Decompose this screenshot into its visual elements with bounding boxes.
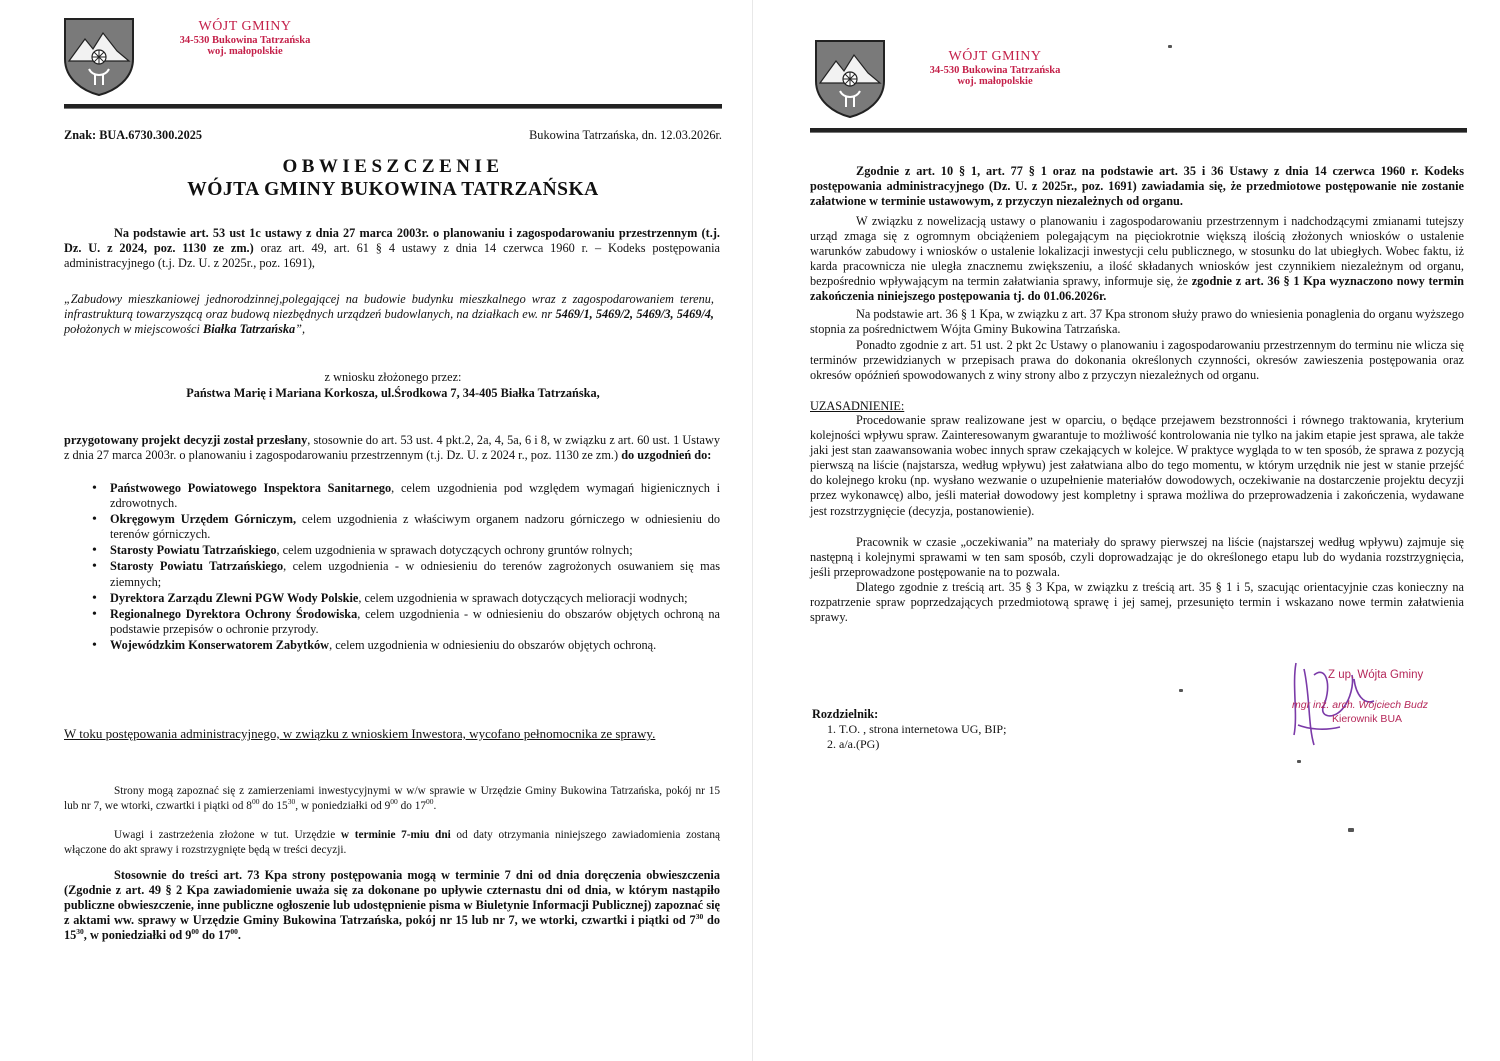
header-rule [810, 128, 1467, 133]
authority-name: Okręgowym Urzędem Górniczym, [110, 512, 297, 527]
inspection-paragraph [64, 784, 720, 814]
scan-speck [1297, 760, 1301, 763]
remarks-paragraph [64, 828, 720, 858]
place-date: Bukowina Tatrzańska, dn. 12.03.2026r. [529, 128, 722, 142]
p3-b: do 15 [64, 913, 721, 943]
authority-purpose: , celem uzgodnienia - w odniesieniu do obszarów objętych ochroną na podstawie przepisów o ochronie przyrody. [110, 606, 720, 636]
intro-legal-basis: Na podstawie art. 53 ust 1c ustawy z dnia 27 marca 2003r. o planowaniu i zagospodarowaniu przestrzennym (t.j. Dz. U. z 2024, poz. 1130 ze zm.) [64, 226, 720, 256]
p1-e: . [433, 800, 437, 813]
authority-name: Państwowego Powiatowego Inspektora Sanitarnego [110, 481, 392, 495]
stamp-line-2: 34-530 Bukowina Tatrzańska [179, 34, 311, 46]
p3-sup: 30 [76, 927, 84, 937]
subject-quote [64, 292, 714, 337]
project-rest: , stosownie do art. 53 ust. 4 pkt.2, 2a, 4, 5a, 6 i 8, w związku z art. 60 ust. 1 Ustawy z dnia 27 marca 2003r. o planowaniu i zagospodarowaniu przestrzennym (t.j. Dz. U. z 2024 r., poz. 1130 ze zm.) [64, 433, 720, 463]
justification-para-1: Procedowanie spraw realizowane jest w oparciu, o będące przejawem bezstronności i równego traktowania, kryterium kolejności wpływu spraw. Zainteresowanym gwarantuje to możliwość kontrolowania nie tylko na jakim etapie jest sprawa, ale także jaki jest stan zaawansowania wobec innych spraw czekających w kolejce. W praktyce wygląda to w ten sposób, że sprawa z pozycją pierwszą na liście (najstarsza, według wpływu) jest załatwiana albo do tego momentu, w którym urzędnik nie jest w stanie przejść do kolejnego kroku (np. wysłano wezwanie o uzupełnienie materiałów dowodowych, oczekiwanie na dostarczenie projektu decyzji przez wykonawcę) albo, jeśli materiał dowodowy jest kompletny i sprawa możliwa do przeprowadzenia i zakończenia, wydawane jest rozstrzygnięcie (decyzja, postanowienie). [810, 413, 1464, 518]
applicant-intro: z wniosku złożonego przez: [324, 370, 462, 384]
p3-d: do 17 [198, 928, 231, 943]
authority-purpose: , celem uzgodnienia w sprawach dotyczących melioracji wodnych; [358, 590, 688, 605]
signature-line-2: mgr inż. arch. Wojciech Budz [1292, 699, 1428, 711]
list-item [90, 591, 720, 606]
exclusion-paragraph: Ponadto zgodnie z art. 51 ust. 2 pkt 2c Ustawy o planowaniu i zagospodarowaniu przestrzennym do terminu nie wlicza się terminów przewidzianych w przepisach prawa do dokonania określonych czynności, okresów zawieszenia postępowania oraz okresów opóźnień spowodowanych z winy strony albo z przyczyn niezależnych od organu. [810, 338, 1464, 383]
p1-c: , w poniedziałki od 9 [295, 800, 391, 813]
withdrawn-note: W toku postępowania administracyjnego, w związku z wnioskiem Inwestora, wycofano pełnomocnika ze sprawy. [64, 726, 656, 741]
authority-name: Starosty Powiatu Tatrzańskiego [110, 559, 284, 574]
authority-purpose: , celem uzgodnienia - w odniesieniu do terenów zagrożonych osuwaniem się mas ziemnych; [110, 559, 720, 589]
p2-b: od daty otrzymania niniejszego zawiadomienia zostaną włączone do akt sprawy i rozstrzygnięte będą w treści decyzji. [64, 829, 720, 857]
list-item: 1. T.O. , strona internetowa UG, BIP; [839, 722, 1139, 737]
intro-rest: oraz art. 49, art. 61 § 4 ustawy z dnia 14 czerwca 1960 r. – Kodeks postępowania administracyjnego (t.j. Dz. U. z 2025r., poz. 1691), [64, 241, 721, 271]
p2-deadline: w terminie 7-miu dni [340, 829, 451, 841]
authorities-list [90, 481, 720, 654]
header-stamp [920, 50, 1070, 87]
distribution-list [819, 722, 1139, 752]
p1-sup: 00 [390, 797, 398, 807]
quote-part-b: położonych w miejscowości [64, 322, 204, 337]
authority-name: Dyrektora Zarządu Zlewni PGW Wody Polskie [110, 590, 359, 605]
scan-speck [1179, 689, 1183, 692]
p1-d: do 17 [397, 800, 427, 813]
stamp-line-1: WÓJT GMINY [198, 19, 292, 34]
scan-speck [1348, 828, 1354, 832]
list-item [90, 543, 720, 558]
doc-subtitle: WÓJTA GMINY BUKOWINA TATRZAŃSKA [187, 179, 599, 200]
authority-purpose: celem uzgodnienia z właściwym organem nadzoru górniczego w odniesieniu do terenów górniczych. [110, 512, 721, 542]
distribution-heading: Rozdzielnik: [812, 707, 879, 721]
p1-a: Strony mogą zapoznać się z zamierzeniami inwestycyjnymi w w/w sprawie w Urzędzie Gminy Bukowina Tatrzańska, pokój nr 15 lub nr 7, we wtorki, czwartki i piątki od 8 [64, 785, 720, 813]
list-item [90, 481, 720, 511]
p3-e: . [237, 928, 241, 943]
signature-stamp [1284, 655, 1464, 765]
list-item [90, 607, 720, 637]
intro-paragraph [64, 226, 720, 271]
project-bold: przygotowany projekt decyzji został przesłany [64, 433, 308, 447]
signature-line-3: Kierownik BUA [1332, 713, 1403, 725]
coat-of-arms-icon [814, 38, 886, 120]
amendment-paragraph [810, 214, 1464, 305]
authority-name: Regionalnego Dyrektora Ochrony Środowiska [110, 606, 358, 621]
authority-name: Wojewódzkim Konserwatorem Zabytków [110, 637, 330, 652]
list-item [90, 638, 720, 653]
list-item [90, 512, 720, 542]
right-page [752, 0, 1500, 1061]
project-end: do uzgodnień do: [621, 448, 712, 463]
znak-value: BUA.6730.300.2025 [99, 128, 203, 142]
p3-c: , w poniedziałki od 9 [83, 928, 192, 943]
stamp-line-1: WÓJT GMINY [948, 49, 1042, 64]
p1-b: do 15 [259, 800, 288, 813]
quote-end: ”, [295, 322, 306, 337]
header-stamp [170, 20, 320, 57]
signature-line-1: Z up. Wójta Gminy [1328, 669, 1424, 681]
quote-parcels: 5469/1, 5469/2, 5469/3, 5469/4, [555, 307, 715, 322]
list-item: 2. a/a.(PG) [839, 737, 1139, 752]
justification-para-2: Pracownik w czasie „oczekiwania” na materiały do sprawy pierwszej na liście (najstarszej według wpływu) zajmuje się następną i kolejnymi sprawami w ten sam sposób, czyli doprowadzając je do określonego etapu lub do wydania rozstrzygnięcia, jeśli przeprowadzone postępowanie na to pozwala. [810, 535, 1464, 580]
list-item [90, 559, 720, 589]
p3-a: Stosownie do treści art. 73 Kpa strony postępowania mogą w terminie 7 dni od dnia doręczenia obwieszczenia (Zgodnie z art. 49 § 2 Kpa zawiadomienie uważa się za dokonane po upływie czternastu dni od dnia, w którym nastąpiło publiczne obwieszczenie, inne publiczne ogłoszenie lub udostępnienie pisma w Biuletynie Informacji Publicznej) zapoznać się z aktami ww. sprawy w Urzędzie Gminy Bukowina Tatrzańska, pokój nr 15 lub nr 7, we wtorki, czwartki i piątki od 7 [64, 868, 720, 928]
authority-purpose: , celem uzgodnienia w sprawach dotyczących ochrony gruntów rolnych; [276, 543, 633, 558]
stamp-line-2: 34-530 Bukowina Tatrzańska [929, 64, 1061, 76]
reminder-paragraph: Na podstawie art. 36 § 1 Kpa, w związku z art. 37 Kpa stronom służy prawo do wniesienia ponaglenia do organu wyższego stopnia za pośrednictwem Wójta Gminy Bukowina Tatrzańska. [810, 307, 1464, 337]
authority-purpose: , celem uzgodnienia pod względem wymagań higienicznych i zdrowotnych. [110, 481, 720, 511]
stamp-line-3: woj. małopolskie [957, 75, 1033, 87]
delay-notice: Zgodnie z art. 10 § 1, art. 77 § 1 oraz na podstawie art. 35 i 36 Ustawy z dnia 14 czerwca 1960 r. Kodeks postępowania administracyjnego (Dz. U. z 2025r., poz. 1691) zawiadamia się, że przedmiotowe postępowanie nie zostanie załatwione w terminie ustawowym, z przyczyn niezależnych od organu. [810, 164, 1464, 209]
znak-label: Znak: [64, 128, 97, 142]
p2-text: W związku z nowelizacją ustawy o planowaniu i zagospodarowaniu przestrzennym i nadchodzącymi zmianami tutejszy urząd zmaga się z ogromnym obciążeniem polegającym na pięciokrotnie większą ilością złożonych wniosków o ustalenie warunków zabudowy i wniosków o ustalenie lokalizacji inwestycji celu publicznego, w stosunku do lat ubiegłych. Wobec faktu, iż karda pracownicza nie uległa znacznemu zwiększeniu, a ilość składanych wniosków jest czynnikiem niezależnym od organu, bezpośrednio wpływającym na termin załatwiania sprawy, informuje się, że [810, 214, 1464, 289]
justification-para-3: Dlatego zgodnie z treścią art. 35 § 3 Kpa, w związku z treścią art. 35 § 1 i 5, szacując orientacyjnie czas konieczny na rozpatrzenie spraw poprzedzających przedmiotową sprawę i jej samej, przesunięto termin i wskazano nowe termin załatwienia sprawy. [810, 580, 1464, 625]
project-paragraph [64, 433, 720, 463]
case-reference [64, 128, 364, 143]
quote-part-a: „Zabudowy mieszkaniowej jednorodzinnej,polegającej na budowie budynku mieszkalnego wraz z zagospodarowaniem terenu, infrastrukturą towarzyszącą oraz budową niezbędnych urządzeń budowlanych, na działkach ew. nr [64, 292, 714, 322]
quote-place: Białka Tatrzańska [203, 322, 296, 337]
justification-heading: UZASADNIENIE: [810, 399, 905, 413]
authority-purpose: , celem uzgodnienia w odniesieniu do obszarów objętych ochroną. [329, 637, 657, 652]
doc-title: OBWIESZCZENIE [282, 156, 504, 177]
p3-sup: 00 [230, 927, 238, 937]
p1-sup: 00 [251, 797, 260, 807]
p1-sup: 00 [426, 797, 434, 807]
art73-paragraph [64, 868, 720, 943]
p2-a: Uwagi i zastrzeżenia złożone w tut. Urzędzie [114, 829, 341, 841]
p3-sup: 30 [695, 912, 704, 922]
header-rule [64, 104, 722, 109]
p1-sup: 30 [287, 797, 296, 807]
p3-sup: 00 [191, 927, 199, 937]
stamp-line-3: woj. małopolskie [207, 45, 283, 57]
new-deadline: zgodnie z art. 36 § 1 Kpa wyznaczono nowy termin zakończenia niniejszego postępowania tj. do 01.06.2026r. [810, 274, 1464, 304]
scan-speck [1168, 45, 1172, 48]
applicant-name: Państwa Marię i Mariana Korkosza, ul.Środkowa 7, 34-405 Białka Tatrzańska, [186, 386, 600, 400]
coat-of-arms-icon [63, 17, 135, 97]
authority-name: Starosty Powiatu Tatrzańskiego [110, 543, 277, 558]
